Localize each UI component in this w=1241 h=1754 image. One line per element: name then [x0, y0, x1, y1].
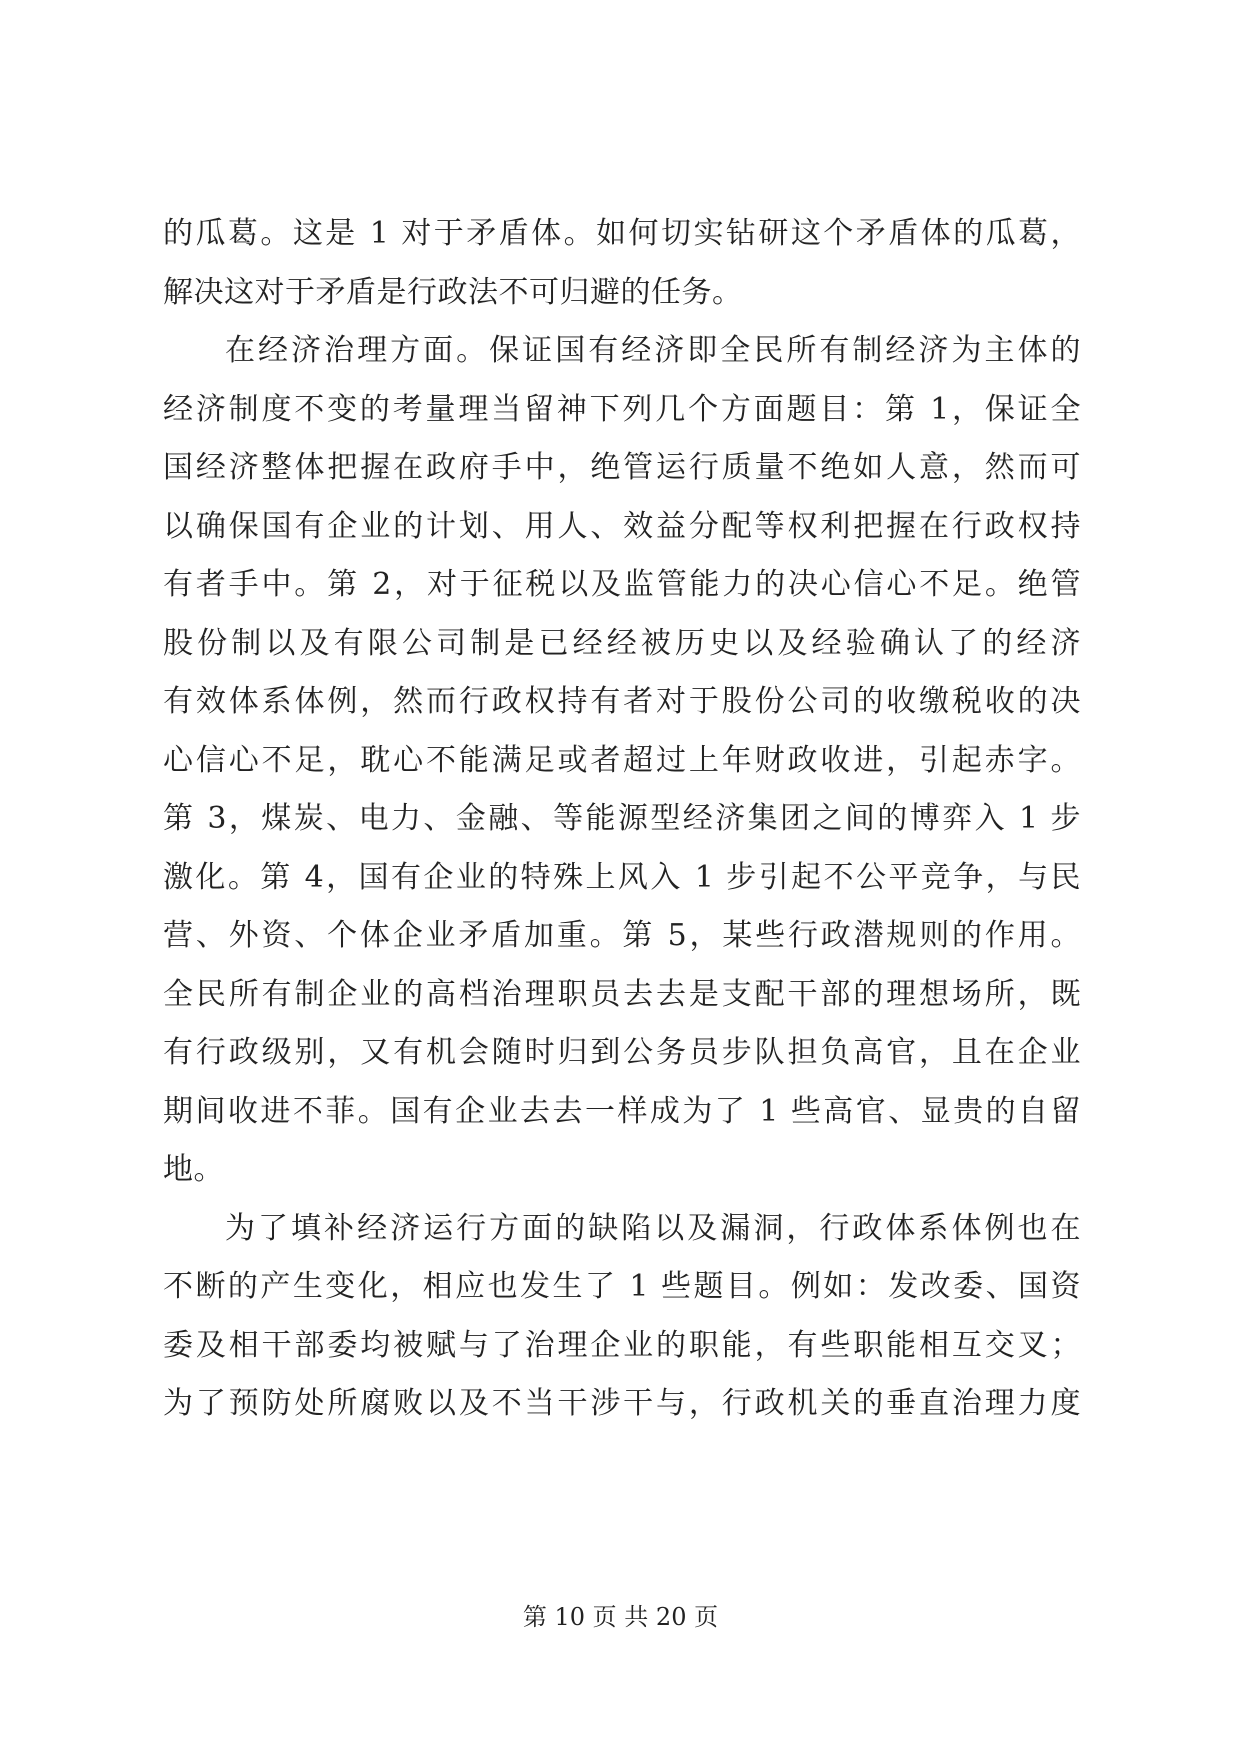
text-line: 以确保国有企业的计划、用人、效益分配等权利把握在行政权持	[163, 508, 1081, 544]
text-line: 有者手中。第 2，对于征税以及监管能力的决心信心不足。绝管	[163, 567, 1081, 602]
text-line: 在经济治理方面。保证国有经济即全民所有制经济为主体的	[225, 333, 1081, 368]
text-line: 委及相干部委均被赋与了治理企业的职能，有些职能相互交叉；	[163, 1327, 1081, 1363]
text-line: 不断的产生变化，相应也发生了 1 些题目。例如：发改委、国资	[163, 1269, 1081, 1304]
text-line: 全民所有制企业的高档治理职员去去是支配干部的理想场所，既	[163, 976, 1081, 1012]
text-line: 有行政级别，又有机会随时归到公务员步队担负高官，且在企业	[163, 1035, 1081, 1070]
body-text	[163, 205, 1081, 1434]
text-line: 地。	[163, 1152, 224, 1187]
text-line: 股份制以及有限公司制是已经经被历史以及经验确认了的经济	[163, 625, 1081, 661]
page-number-footer: 第 10 页 共 20 页	[522, 1603, 719, 1631]
text-line: 有效体系体例，然而行政权持有者对于股份公司的收缴税收的决	[163, 684, 1081, 719]
text-line: 期间收进不菲。国有企业去去一样成为了 1 些高官、显贵的自留	[163, 1093, 1081, 1129]
text-line: 激化。第 4，国有企业的特殊上风入 1 步引起不公平竞争，与民	[163, 859, 1081, 895]
text-line: 为了填补经济运行方面的缺陷以及漏洞，行政体系体例也在	[225, 1210, 1081, 1246]
text-line: 第 3，煤炭、电力、金融、等能源型经济集团之间的博弈入 1 步	[163, 801, 1081, 836]
text-line: 的瓜葛。这是 1 对于矛盾体。如何切实钻研这个矛盾体的瓜葛，	[163, 216, 1081, 251]
text-line: 解决这对于矛盾是行政法不可归避的任务。	[163, 274, 743, 310]
text-line: 经济制度不变的考量理当留神下列几个方面题目：第 1，保证全	[163, 391, 1081, 427]
text-line: 为了预防处所腐败以及不当干涉干与，行政机关的垂直治理力度	[163, 1386, 1081, 1421]
text-line: 营、外资、个体企业矛盾加重。第 5，某些行政潜规则的作用。	[163, 918, 1081, 953]
text-line: 心信心不足，耽心不能满足或者超过上年财政收进，引起赤字。	[163, 742, 1081, 778]
text-line: 国经济整体把握在政府手中，绝管运行质量不绝如人意，然而可	[163, 450, 1081, 485]
